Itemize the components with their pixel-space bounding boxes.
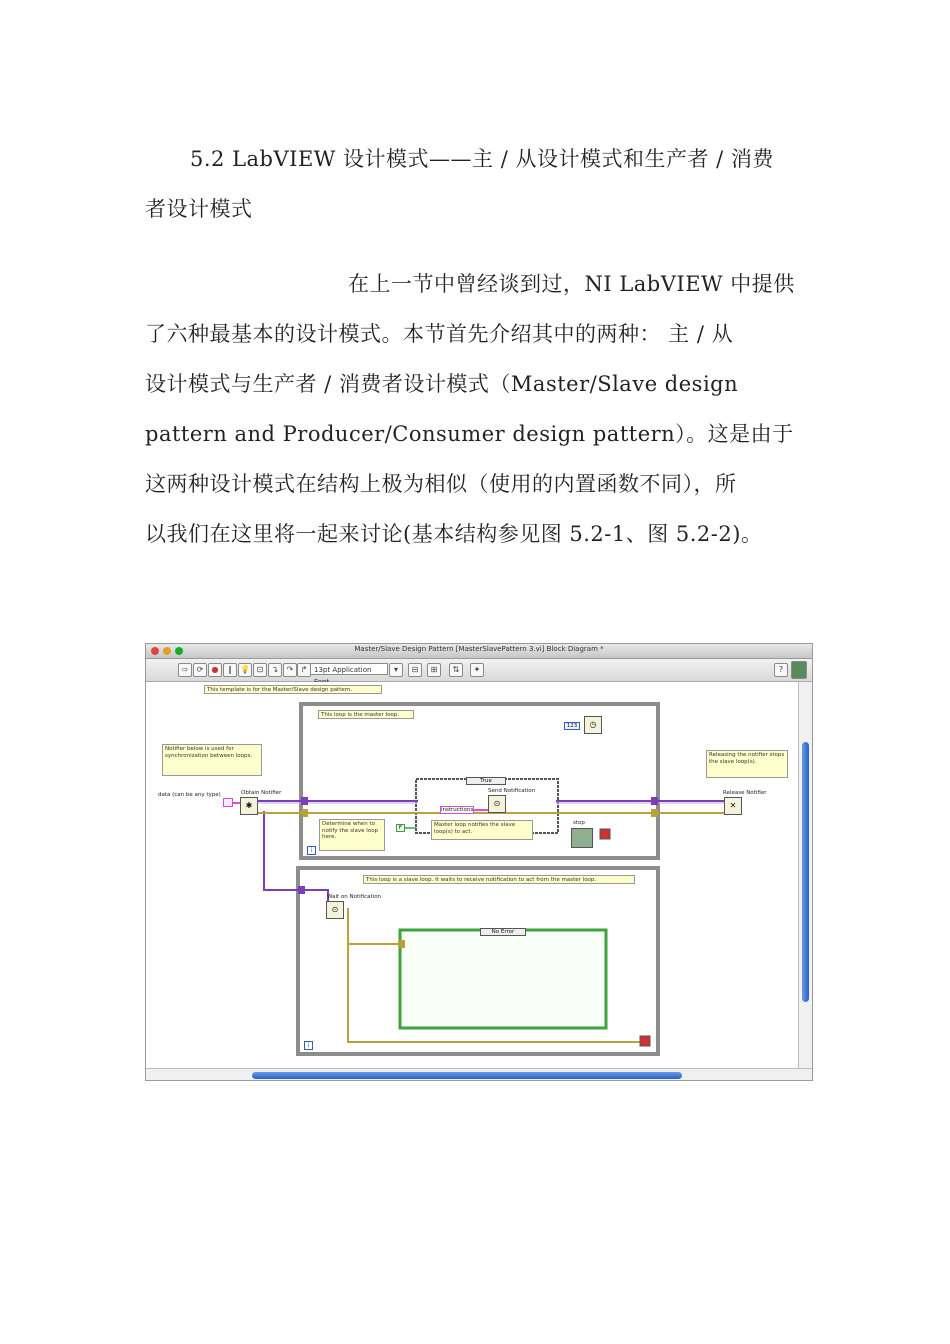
master-notifies-note: Master loop notifies the slave loop(s) to act. (431, 820, 533, 840)
run-continuously-icon[interactable]: ⟳ (193, 663, 207, 677)
body-line4: pattern and Producer/Consumer design pattern）。这是由于 (145, 422, 794, 446)
step-over-icon[interactable]: ↷ (283, 663, 297, 677)
context-help-icon[interactable]: ? (774, 663, 788, 677)
horizontal-scrollbar[interactable] (146, 1068, 812, 1081)
case-selector-true[interactable]: True (466, 777, 506, 785)
vertical-scroll-thumb[interactable] (802, 742, 809, 1002)
data-constant[interactable] (223, 798, 233, 807)
template-note: This template is for the Master/Slave design pattern. (204, 685, 382, 694)
toolbar (146, 659, 812, 682)
run-icon[interactable]: ⇨ (178, 663, 192, 677)
body-line3: 设计模式与生产者 / 消费者设计模式（Master/Slave design (145, 372, 739, 396)
obtain-notifier-node[interactable]: ✱ (240, 797, 258, 815)
data-label: data (can be any type) (158, 792, 221, 798)
wait-on-notification-label: Wait on Notification (327, 894, 382, 900)
section-heading-line1: 5.2 LabVIEW 设计模式——主 / 从设计模式和生产者 / 消费 (190, 147, 774, 171)
release-note: Releasing the notifier stops the slave loop(s). (706, 750, 788, 778)
release-notifier-label: Release Notifier (723, 790, 767, 796)
pause-icon[interactable]: ∥ (223, 663, 237, 677)
stop-label: stop (573, 820, 585, 826)
window-titlebar (146, 644, 812, 659)
wait-on-notification-node[interactable]: ⊙ (326, 901, 344, 919)
slave-loop-note: This loop is a slave loop. It waits to receive notification to act from the master loop. (363, 875, 635, 884)
section-heading-line2: 者设计模式 (145, 197, 253, 221)
obtain-notifier-label: Obtain Notifier (241, 790, 282, 796)
horizontal-scroll-thumb[interactable] (252, 1072, 682, 1079)
determine-note: Determine when to notify the slave loop here. (319, 819, 385, 851)
master-iteration-terminal: i (307, 846, 316, 855)
vi-icon (791, 661, 807, 679)
distribute-objects-icon[interactable]: ⊞ (427, 663, 441, 677)
abort-icon[interactable]: ● (208, 663, 222, 677)
release-notifier-node[interactable]: ✕ (724, 797, 742, 815)
false-constant[interactable]: F (396, 824, 405, 832)
labview-screenshot (145, 643, 813, 1081)
step-out-icon[interactable]: ↱ (297, 663, 311, 677)
wait-ms-node[interactable]: ◷ (584, 716, 602, 734)
send-notification-label: Send Notification (488, 788, 536, 794)
reorder-icon[interactable]: ⇅ (449, 663, 463, 677)
step-into-icon[interactable]: ↴ (268, 663, 282, 677)
instructions-constant[interactable]: instructions (441, 807, 474, 813)
retain-wire-values-icon[interactable]: ⊡ (253, 663, 267, 677)
send-notification-node[interactable]: ⊙ (488, 795, 506, 813)
numeric-constant-123[interactable]: 123 (564, 722, 580, 730)
body-line1: 在上一节中曾经谈到过，NI LabVIEW 中提供 (348, 272, 795, 296)
font-select[interactable]: 13pt Application (310, 663, 388, 675)
vertical-scrollbar[interactable] (798, 682, 813, 1068)
body-line5: 这两种设计模式在结构上极为相似（使用的内置函数不同），所 (145, 472, 737, 496)
stop-button-node[interactable] (571, 828, 593, 848)
body-line6: 以我们在这里将一起来讨论(基本结构参见图 5.2-1、图 5.2-2)。 (145, 522, 763, 546)
font-dropdown-icon[interactable]: ▾ (389, 663, 403, 677)
highlight-execution-icon[interactable]: 💡 (238, 663, 252, 677)
slave-iteration-terminal: i (304, 1041, 313, 1050)
body-line2: 了六种最基本的设计模式。本节首先介绍其中的两种： 主 / 从 (145, 322, 734, 346)
notifier-note: Notifier below is used for synchronization between loops. (162, 744, 262, 776)
align-objects-icon[interactable]: ⊟ (408, 663, 422, 677)
window-title: Master/Slave Design Pattern [MasterSlavePattern 3.vi] Block Diagram * (354, 645, 604, 653)
case-selector-no-error[interactable]: No Error (480, 928, 526, 936)
clean-up-diagram-icon[interactable]: ✦ (470, 663, 484, 677)
master-loop-note: This loop is the master loop. (318, 710, 414, 719)
block-diagram-canvas[interactable] (146, 682, 798, 1068)
